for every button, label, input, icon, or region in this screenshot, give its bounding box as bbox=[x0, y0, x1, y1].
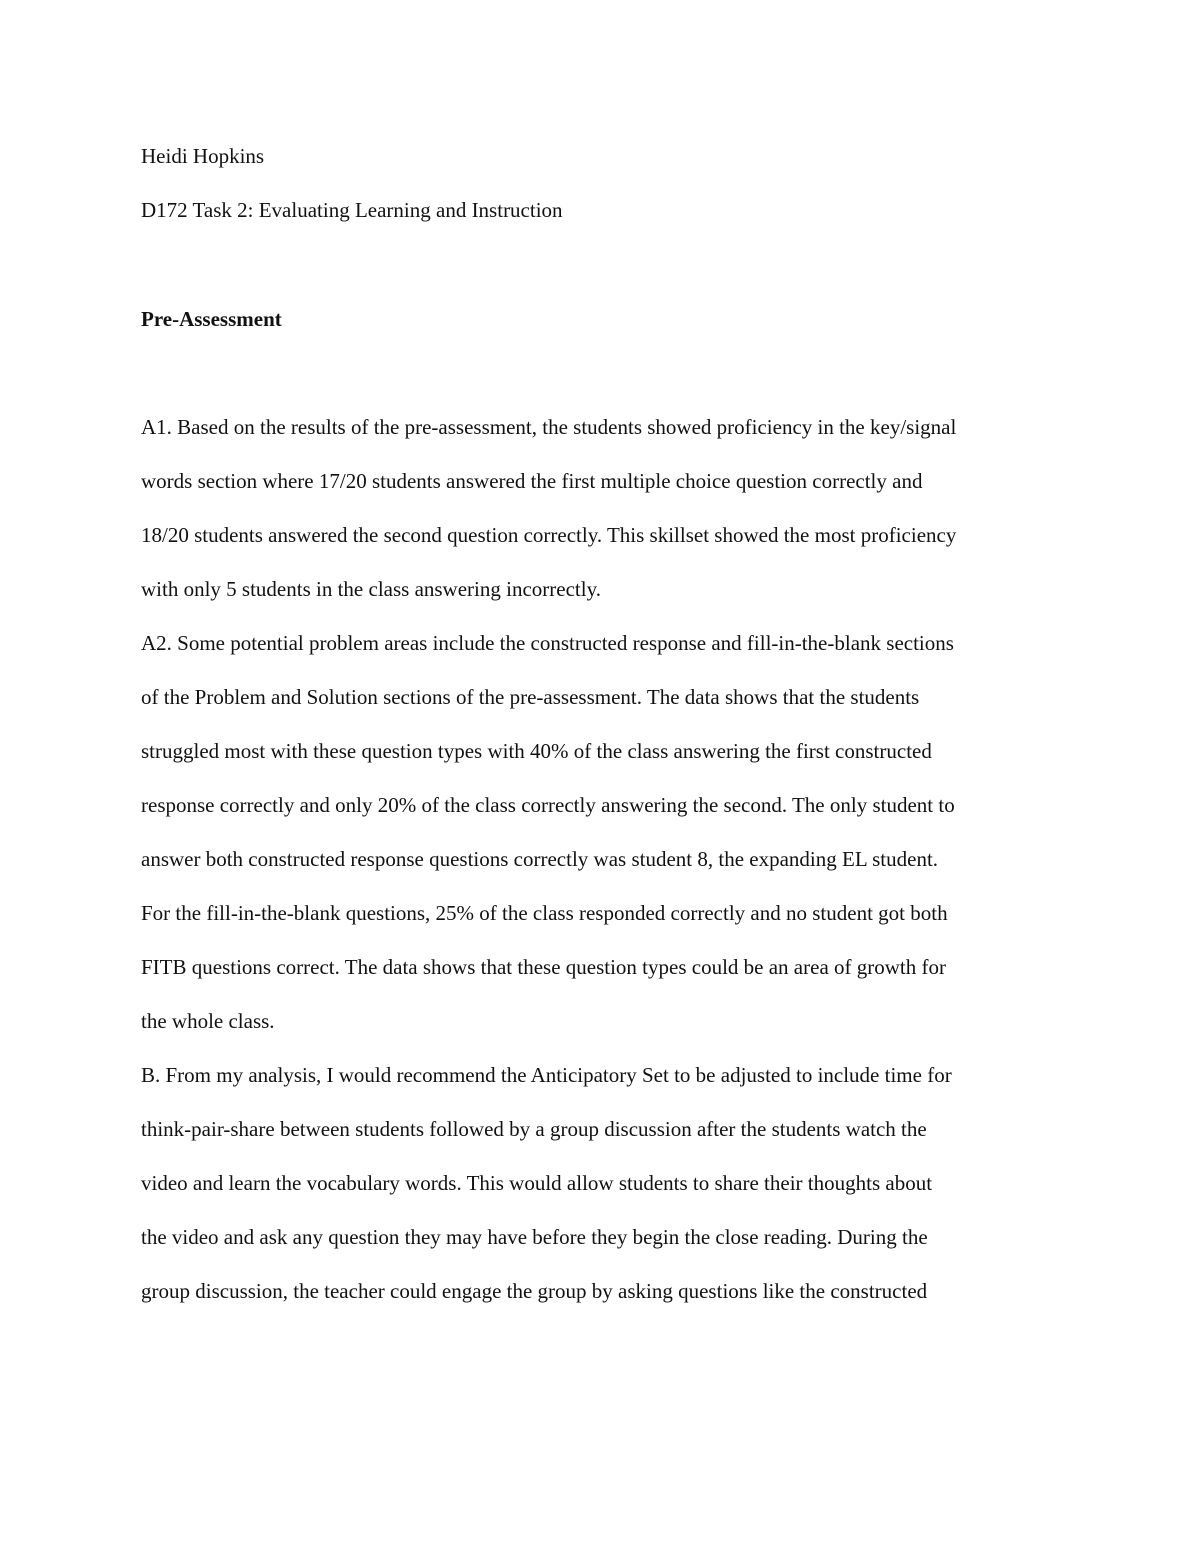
body-line: the whole class. bbox=[141, 1009, 275, 1033]
body-line: A1. Based on the results of the pre-assessment, the students showed proficiency in the key/signal bbox=[141, 415, 957, 439]
body-line: struggled most with these question types with 40% of the class answering the first constructed bbox=[141, 739, 932, 763]
body-line: For the fill-in-the-blank questions, 25% of the class responded correctly and no student got both bbox=[141, 901, 948, 925]
section-heading: Pre-Assessment bbox=[141, 307, 282, 331]
body-line: response correctly and only 20% of the class correctly answering the second. The only student to bbox=[141, 793, 955, 817]
body-line: with only 5 students in the class answering incorrectly. bbox=[141, 577, 601, 601]
body-line: FITB questions correct. The data shows that these question types could be an area of growth for bbox=[141, 955, 946, 979]
body-line: A2. Some potential problem areas include the constructed response and fill-in-the-blank sections bbox=[141, 631, 954, 655]
body-line: video and learn the vocabulary words. This would allow students to share their thoughts about bbox=[141, 1171, 933, 1195]
body-line: of the Problem and Solution sections of the pre-assessment. The data shows that the students bbox=[141, 685, 920, 709]
body-line: answer both constructed response questions correctly was student 8, the expanding EL student. bbox=[141, 847, 939, 871]
body-line: B. From my analysis, I would recommend the Anticipatory Set to be adjusted to include time for bbox=[141, 1063, 952, 1087]
body-line: think-pair-share between students followed by a group discussion after the students watch the bbox=[141, 1117, 927, 1141]
body-line: words section where 17/20 students answered the first multiple choice question correctly and bbox=[141, 469, 923, 493]
body-line: group discussion, the teacher could engage the group by asking questions like the constructed bbox=[141, 1279, 928, 1303]
document-title: D172 Task 2: Evaluating Learning and Instruction bbox=[141, 198, 563, 222]
body-line: 18/20 students answered the second question correctly. This skillset showed the most proficiency bbox=[141, 523, 957, 547]
body-line: the video and ask any question they may have before they begin the close reading. During the bbox=[141, 1225, 928, 1249]
author-name: Heidi Hopkins bbox=[141, 144, 265, 168]
